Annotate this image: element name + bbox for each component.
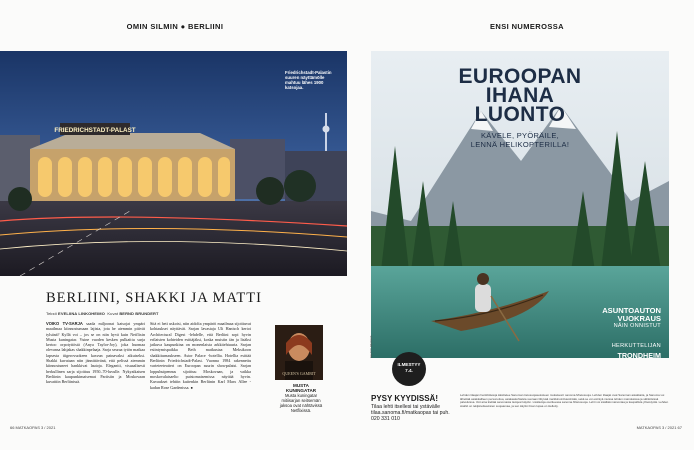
photo-credit: GETTY IMAGES	[369, 335, 373, 358]
photo-caption: Friedrichstadt-Palastin suuren näyttämölle mahtuu lähes 1900 katsojaa.	[285, 70, 332, 90]
body-text-1: saada miljoonat katsojat ympäri maailmaa kiinnostumaan lajista, jota he aiemmin pitivät tylsänä? Kyllä voi – jos se on niin hyvä kuin Netflixin Musta kuningatar. Vuine vuoden kesken pulkaittu sarja kertoo orpotyttöstä (Anya Taylor-Joy), joka huomaa olevansa lahjakas shakkinpelaaja. Sarja seuraa tytön matkaa lapsesta tiigerovuokeen kasvun painavaksi aikuiseksi. Shakki kuvataan niin jännittävänä, että pelissä aiemmin kiinnostuneet hankkivat lautoja. Elegantti, visuaalisesti herkullinen sarja sijoittuu 1950–70-luvulle. Nykyaikaisen Berliinin kaupunkimaisemat Pariisiin ja Moskovaan kuvattiin Berliinissä.	[46, 321, 145, 385]
nature-cover-photo	[371, 51, 669, 358]
right-page-footer: MATKAOPAS 3 / 2021 67	[636, 425, 682, 430]
badge-line-2: 7.4.	[405, 368, 413, 373]
right-page-header: ENSI NUMEROSSA	[490, 22, 564, 31]
left-page-footer: 66 MATKAOPAS 3 / 2021	[10, 425, 56, 430]
headline-line-2: IHANA	[485, 84, 555, 107]
subhead-line-2: LENNÄ HELIKOPTERILLA!	[470, 140, 570, 149]
cover-subhead	[371, 131, 669, 149]
headline-line-1: EUROOPAN	[458, 65, 582, 88]
left-page-header: OMIN SILMIN ● BERLIINI	[126, 22, 224, 31]
subscribe-title: PYSY KYYDISSÄ!	[371, 394, 438, 403]
release-date-badge	[392, 352, 426, 386]
teaser-rv-rental	[602, 307, 661, 323]
fine-print: Lehden tilaajan henkilötietoja käsittelee Sanoman tietosuojaselosteen mukaisesti: sanoma.fi/tietosuoja. Lehden tilaajat ovat Sanoman asiakkaita, ja Sanoma voi lähettää asiakkailleen personoitua, asiakaskohtaista suoraan liittyvää markkinointiviestintää, sekä se voi esiintyä muissa lehden mainoksissa ja sähköisissä palveluissa. Voit aina kieltää sanomasta tietojesi käytön. Lisätietoja osoitteessa sanoma.fi/tietosuoja. Lehti voi sisältää mainontaa ja kaupallista yhteistyötä. Lehden sisältö on tekijänoikeuksien suojaamaa, ja sen käyttö ilman lupaa on kielletty.	[460, 393, 669, 408]
byline-photo-author: BERND BRUNDERT	[119, 311, 159, 316]
teaser2-title: TRONDHEIM	[617, 351, 661, 358]
lead-in: VOIKO TV-SARJA	[46, 321, 83, 326]
teaser1-line-1: ASUNTOAUTON	[602, 306, 661, 315]
subhead-line-1: KÄVELE, PYÖRÄILE,	[480, 131, 560, 140]
cover-headline	[371, 67, 669, 124]
byline	[46, 311, 159, 316]
teaser1-sub: NÄIN ONNISTUT	[613, 323, 661, 329]
body-column-1	[46, 321, 145, 385]
poster-caption	[279, 383, 323, 413]
byline-text-label: Teksti	[46, 311, 57, 316]
poster-caption-text: Musta kuningatar mitiisarjan seitsemän jaksoa ovat nähtävissä Netflixissä.	[279, 393, 323, 413]
byline-text-author: EVELIINA LINKOHEIMO	[58, 311, 105, 316]
teaser2-sub: HERKUTTELIJAN	[611, 343, 661, 349]
poster-caption-title: MUSTA KUNINGATAR	[285, 383, 317, 393]
queens-gambit-poster	[275, 325, 323, 380]
subscribe-text: Tilaa lehti itsellesi tai ystävälle tilaa.sanoma.fi/matkaopas tai puh. 020 331 010	[371, 404, 450, 423]
teaser1-line-2: VUOKRAUS	[617, 314, 661, 323]
palace-sign: FRIEDRICHSTADT-PALAST	[54, 127, 136, 134]
article-title: BERLIINI, SHAKKI JA MATTI	[46, 290, 262, 306]
badge-line-1: ILMESTYY	[397, 362, 421, 367]
byline-photo-label: Kuvat	[107, 311, 119, 316]
headline-line-3: LUONTO	[474, 103, 566, 126]
poster-title: QUEEN'S GAMBIT	[282, 371, 316, 376]
body-column-2: Sitä ei heti uskoisi, niin aidolta ympäröi maailmaa sijoittuvat kohtaukset näyttävät. Sarjan lavastaja Uli Hanisch kertoi Architectural Digest -lehdelle, että Berliini sopi hyvin erilaisten kohteiden esittäjäksi, koska muistin iän ja lisäksi jatkuva kaupunkina on monenlaista arkkitehtuuria. Sarjan esiintymispaikka Beth matkustaa Meksikoon shakkiturnaukseen. Astor Palace -hotellia. Hotellia esittää Berliinin Friedrichstadt-Palast. Vuonna 1984 rakennettu varieteeteatteri on Euroopan suurin showpalatsi. Sarjan loppuhuipennus sijoittuu Moskovaan, ja vaikka moskovalaisaelto puistomaisemissa näyttää hyvin. Kuvaukset tehtiin kuitenkin Berliinin Karl Marx Allee -kadun Rose Gardenissa. ●	[150, 321, 251, 390]
